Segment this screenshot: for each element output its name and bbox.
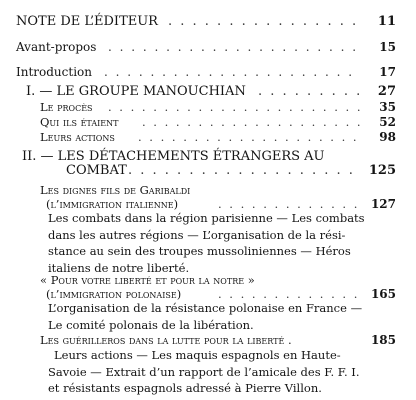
dot-leader [108, 37, 360, 57]
description-line: dans les autres régions — L’organisation de la rési- [48, 227, 346, 242]
toc-part-title: I. — LE GROUPE MANOUCHIAN [26, 84, 246, 99]
toc-page-number: 27 [377, 84, 396, 99]
description-line: stance au sein des troupes mussoliniennes — Héros [48, 244, 351, 258]
toc-page-number: 127 [370, 197, 396, 211]
toc-entry-title: NOTE DE L’ÉDITEUR [16, 14, 158, 29]
toc-entry-description [48, 347, 359, 397]
description-line: L’organisation de la résistance polonaise en France — [48, 301, 363, 315]
description-line: et résistants espagnols adressé à Pierre Villon. [48, 381, 322, 395]
toc-page-number: 35 [379, 100, 396, 114]
toc-entry-title: Leurs actions [40, 130, 115, 144]
toc-entry-leurs-actions[interactable] [0, 127, 416, 147]
toc-entry-introduction[interactable] [0, 62, 416, 82]
toc-page-number: 165 [370, 287, 396, 301]
toc-page-number: 17 [379, 65, 396, 79]
toc-page-number: 98 [379, 130, 396, 144]
toc-entry-description [48, 300, 362, 333]
toc-entry-title: Avant-propos [16, 40, 97, 54]
dot-leader [138, 127, 360, 147]
description-line: Savoie — Extrait d’un rapport de l’amicale des F. F. I. [48, 364, 360, 379]
toc-entry-title: « Pour votre liberté et pour la notre » [40, 273, 255, 287]
toc-page-number: 15 [379, 40, 396, 54]
dot-leader [128, 161, 360, 181]
toc-part-2-line2[interactable] [0, 161, 416, 181]
toc-entry-title: Les guérilleros dans la lutte pour la liberté . [40, 333, 292, 347]
toc-entry-title: Qui ils étaient [40, 115, 119, 129]
toc-entry-title: Les dignes fils de Garibaldi [40, 183, 191, 197]
toc-page-number: 125 [368, 163, 396, 178]
toc-entry-note-editeur[interactable] [0, 12, 416, 32]
toc-page-number: 52 [379, 115, 396, 129]
toc-page-number: 11 [377, 14, 396, 29]
toc-entry-title: Le procès [40, 100, 93, 114]
toc-page-number: 185 [370, 333, 396, 347]
description-line: Leurs actions — Les maquis espagnols en Haute- [54, 348, 341, 362]
description-line: Le comité polonais de la libération. [48, 317, 254, 332]
toc-entry-subtitle: (l’immigration polonaise) [46, 287, 182, 301]
toc-part-title-continued: COMBAT [66, 163, 127, 178]
toc-entry-avant-propos[interactable] [0, 37, 416, 57]
toc-entry-description [48, 210, 365, 276]
description-line: italiens de notre liberté. [48, 260, 190, 275]
toc-entry-subtitle: (l’immigration italienne) [46, 197, 179, 211]
toc-entry-title: Introduction [16, 65, 92, 79]
dot-leader [168, 12, 358, 32]
toc-part-title: II. — LES DÉTACHEMENTS ÉTRANGERS AU [22, 149, 325, 164]
dot-leader [104, 62, 360, 82]
description-line: Les combats dans la région parisienne — Les combats [48, 211, 365, 225]
